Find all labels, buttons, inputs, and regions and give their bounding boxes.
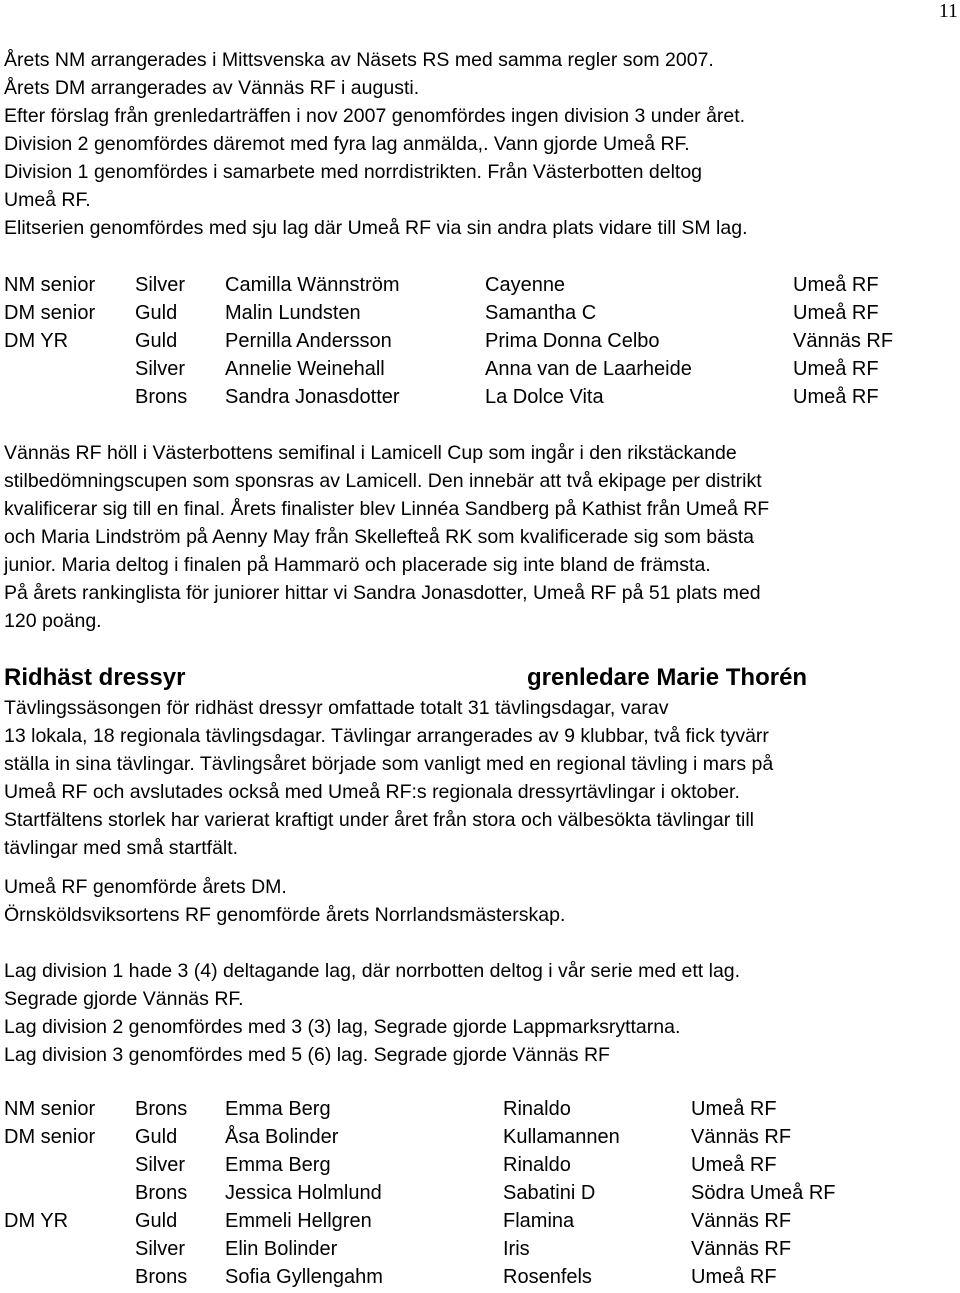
placement-cell: Silver bbox=[135, 1154, 186, 1176]
table-row bbox=[4, 1235, 836, 1263]
text-line: Lag division 2 genomfördes med 3 (3) lag, Segrade gjorde Lappmarksryttarna. bbox=[4, 1016, 681, 1038]
text-line: Startfältens storlek har varierat kraftigt under året från stora och välbesökta tävlingar till bbox=[4, 809, 755, 831]
text-line: junior. Maria deltog i finalen på Hammarö och placerade sig inte bland de främsta. bbox=[4, 554, 711, 576]
horse-cell: Prima Donna Celbo bbox=[485, 330, 660, 352]
text-line: På årets rankinglista för juniorer hittar vi Sandra Jonasdotter, Umeå RF på 51 plats med bbox=[4, 582, 761, 604]
rider-cell: Annelie Weinehall bbox=[225, 358, 385, 380]
competition-cell: NM senior bbox=[4, 1098, 96, 1120]
results-table-dressage bbox=[4, 1095, 836, 1291]
text-line: Örnsköldsviksortens RF genomförde årets Norrlandsmästerskap. bbox=[4, 904, 566, 926]
team-divisions-paragraph bbox=[4, 957, 740, 1069]
placement-cell: Guld bbox=[135, 1210, 178, 1232]
competition-cell: DM YR bbox=[4, 1210, 69, 1232]
table-row bbox=[4, 1095, 836, 1123]
text-line: 120 poäng. bbox=[4, 610, 102, 632]
club-cell: Vännäs RF bbox=[691, 1210, 792, 1232]
rider-cell: Emmeli Hellgren bbox=[225, 1210, 372, 1232]
results-table-horse-competitions bbox=[4, 271, 893, 411]
rider-cell: Emma Berg bbox=[225, 1098, 331, 1120]
section-title: Ridhäst dressyr bbox=[4, 664, 186, 691]
rider-cell: Camilla Wännström bbox=[225, 274, 400, 296]
horse-cell: Flamina bbox=[503, 1210, 575, 1232]
rider-cell: Sandra Jonasdotter bbox=[225, 386, 400, 408]
competition-cell bbox=[4, 355, 135, 383]
text-line: Division 1 genomfördes i samarbete med norrdistrikten. Från Västerbotten deltog bbox=[4, 161, 703, 183]
text-line: Umeå RF och avslutades också med Umeå RF:s regionala dressyrtävlingar i oktober. bbox=[4, 781, 740, 803]
horse-cell: Rosenfels bbox=[503, 1266, 592, 1288]
rider-cell: Åsa Bolinder bbox=[225, 1126, 339, 1148]
table-row bbox=[4, 1263, 836, 1291]
competition-cell bbox=[4, 1235, 135, 1263]
horse-cell: Iris bbox=[503, 1238, 530, 1260]
club-cell: Umeå RF bbox=[691, 1154, 777, 1176]
table-row bbox=[4, 383, 893, 411]
rider-cell: Pernilla Andersson bbox=[225, 330, 392, 352]
placement-cell: Silver bbox=[135, 1238, 186, 1260]
table-row bbox=[4, 1151, 836, 1179]
section-heading bbox=[4, 662, 954, 694]
horse-cell: Kullamannen bbox=[503, 1126, 620, 1148]
club-cell: Umeå RF bbox=[793, 274, 879, 296]
text-line: Vännäs RF höll i Västerbottens semifinal i Lamicell Cup som ingår i den rikstäckande bbox=[4, 442, 737, 464]
text-line: Division 2 genomfördes däremot med fyra lag anmälda,. Vann gjorde Umeå RF. bbox=[4, 133, 690, 155]
text-line: ställa in sina tävlingar. Tävlingsåret började som vanligt med en regional tävling i mars på bbox=[4, 753, 774, 775]
table-row bbox=[4, 1207, 836, 1235]
text-line: kvalificerar sig till en final. Årets finalister blev Linnéa Sandberg på Kathist från Umeå RF bbox=[4, 498, 770, 520]
season-paragraph bbox=[4, 694, 773, 862]
page-number: 11 bbox=[938, 0, 958, 22]
table-row bbox=[4, 1123, 836, 1151]
club-cell: Södra Umeå RF bbox=[691, 1182, 836, 1204]
intro-paragraph bbox=[4, 46, 748, 242]
text-line: och Maria Lindström på Aenny May från Skellefteå RK som kvalificerade sig som bästa bbox=[4, 526, 755, 548]
placement-cell: Guld bbox=[135, 1126, 178, 1148]
placement-cell: Silver bbox=[135, 274, 186, 296]
placement-cell: Guld bbox=[135, 330, 178, 352]
section-leader: grenledare Marie Thorén bbox=[527, 664, 808, 691]
table-row bbox=[4, 355, 893, 383]
text-line: Umeå RF genomförde årets DM. bbox=[4, 876, 287, 898]
placement-cell: Silver bbox=[135, 358, 186, 380]
text-line: Årets DM arrangerades av Vännäs RF i augusti. bbox=[4, 77, 420, 99]
text-line: Årets NM arrangerades i Mittsvenska av Näsets RS med samma regler som 2007. bbox=[4, 49, 714, 71]
lamicell-cup-paragraph bbox=[4, 439, 769, 635]
text-line: Elitserien genomfördes med sju lag där Umeå RF via sin andra plats vidare till SM lag. bbox=[4, 217, 748, 239]
rider-cell: Jessica Holmlund bbox=[225, 1182, 382, 1204]
table-row bbox=[4, 1179, 836, 1207]
competition-cell bbox=[4, 1263, 135, 1291]
text-line: Efter förslag från grenledarträffen i nov 2007 genomfördes ingen division 3 under året. bbox=[4, 105, 746, 127]
horse-cell: Anna van de Laarheide bbox=[485, 358, 692, 380]
table-row bbox=[4, 271, 893, 299]
club-cell: Vännäs RF bbox=[691, 1126, 792, 1148]
placement-cell: Brons bbox=[135, 386, 188, 408]
horse-cell: Rinaldo bbox=[503, 1154, 571, 1176]
competition-cell: DM YR bbox=[4, 330, 69, 352]
championships-paragraph bbox=[4, 873, 565, 929]
competition-cell bbox=[4, 1151, 135, 1179]
placement-cell: Guld bbox=[135, 302, 178, 324]
club-cell: Umeå RF bbox=[691, 1266, 777, 1288]
horse-cell: La Dolce Vita bbox=[485, 386, 604, 408]
rider-cell: Malin Lundsten bbox=[225, 302, 361, 324]
competition-cell bbox=[4, 383, 135, 411]
club-cell: Vännäs RF bbox=[793, 330, 894, 352]
table-row bbox=[4, 299, 893, 327]
club-cell: Umeå RF bbox=[793, 358, 879, 380]
competition-cell: DM senior bbox=[4, 1126, 96, 1148]
placement-cell: Brons bbox=[135, 1098, 188, 1120]
rider-cell: Sofia Gyllengahm bbox=[225, 1266, 383, 1288]
placement-cell: Brons bbox=[135, 1182, 188, 1204]
rider-cell: Emma Berg bbox=[225, 1154, 331, 1176]
club-cell: Umeå RF bbox=[691, 1098, 777, 1120]
club-cell: Vännäs RF bbox=[691, 1238, 792, 1260]
placement-cell: Brons bbox=[135, 1266, 188, 1288]
text-line: stilbedömningscupen som sponsras av Lamicell. Den innebär att två ekipage per distrikt bbox=[4, 470, 762, 492]
competition-cell: DM senior bbox=[4, 302, 96, 324]
text-line: Segrade gjorde Vännäs RF. bbox=[4, 988, 244, 1010]
table-row bbox=[4, 327, 893, 355]
club-cell: Umeå RF bbox=[793, 302, 879, 324]
club-cell: Umeå RF bbox=[793, 386, 879, 408]
text-line: Lag division 1 hade 3 (4) deltagande lag, där norrbotten deltog i vår serie med ett lag. bbox=[4, 960, 741, 982]
rider-cell: Elin Bolinder bbox=[225, 1238, 338, 1260]
text-line: Lag division 3 genomfördes med 5 (6) lag. Segrade gjorde Vännäs RF bbox=[4, 1044, 610, 1066]
text-line: tävlingar med små startfält. bbox=[4, 837, 239, 859]
horse-cell: Sabatini D bbox=[503, 1182, 596, 1204]
text-line: 13 lokala, 18 regionala tävlingsdagar. Tävlingar arrangerades av 9 klubbar, två fick tyvärr bbox=[4, 725, 769, 747]
text-line: Tävlingssäsongen för ridhäst dressyr omfattade totalt 31 tävlingsdagar, varav bbox=[4, 697, 669, 719]
horse-cell: Samantha C bbox=[485, 302, 597, 324]
text-line: Umeå RF. bbox=[4, 189, 91, 211]
competition-cell bbox=[4, 1179, 135, 1207]
competition-cell: NM senior bbox=[4, 274, 96, 296]
horse-cell: Rinaldo bbox=[503, 1098, 571, 1120]
horse-cell: Cayenne bbox=[485, 274, 566, 296]
